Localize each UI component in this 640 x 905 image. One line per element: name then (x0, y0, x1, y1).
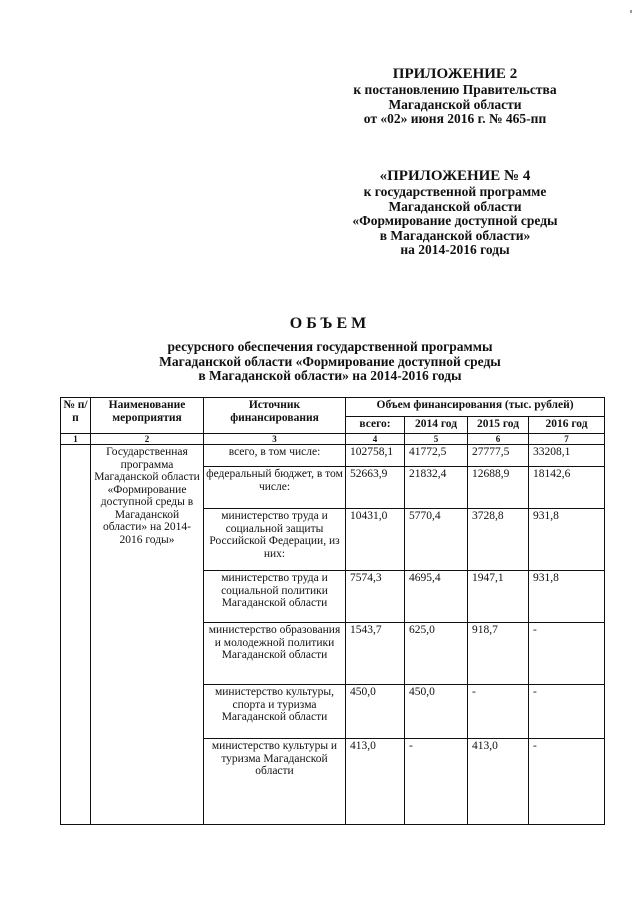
appendix-2-line: к постановлению Правительства (353, 82, 557, 97)
y2014-cell: 4695,4 (405, 571, 468, 623)
y2015-cell: 3728,8 (468, 509, 529, 571)
source-cell: федеральный бюджет, в том числе: (204, 467, 346, 509)
y2016-cell: - (529, 685, 605, 739)
total-cell: 450,0 (346, 685, 405, 739)
column-number: 6 (468, 434, 529, 445)
column-number: 7 (529, 434, 605, 445)
column-number: 4 (346, 434, 405, 445)
table-row (61, 445, 605, 467)
appendix-4-line: Магаданской области (388, 198, 522, 214)
y2015-cell: 1947,1 (468, 571, 529, 623)
y2014-cell: 625,0 (405, 623, 468, 685)
header-2015: 2015 год (468, 417, 529, 434)
header-row (61, 398, 605, 417)
column-number-row (61, 434, 605, 445)
y2015-cell: 12688,9 (468, 467, 529, 509)
program-name: Государственная программа Магаданской области «Формирование доступной среды в Магаданской области» на 2014-2016 годы» (91, 445, 204, 825)
appendix-2-title: ПРИЛОЖЕНИЕ 2 (392, 66, 518, 82)
header-num: № п/п (61, 398, 91, 434)
source-cell: министерство труда и социальной защиты Российской Федерации, из них: (204, 509, 346, 571)
appendix-2-line: Магаданской области (388, 96, 522, 112)
y2016-cell: - (529, 623, 605, 685)
header-volume: Объем финансирования (тыс. рублей) (346, 398, 605, 417)
y2015-cell: 413,0 (468, 739, 529, 825)
y2014-cell: 21832,4 (405, 467, 468, 509)
total-cell: 52663,9 (346, 467, 405, 509)
total-cell: 1543,7 (346, 623, 405, 685)
document-title-line: Магаданской области «Формирование доступной среды (159, 353, 501, 369)
appendix-4-line: к государственной программе (363, 184, 547, 199)
total-cell: 413,0 (346, 739, 405, 825)
source-cell: министерство культуры и туризма Магаданской области (204, 739, 346, 825)
document-title-line: ресурсного обеспечения государственной программы (167, 339, 493, 354)
y2014-cell: 41772,5 (405, 445, 468, 467)
document-title (90, 314, 570, 384)
column-number: 2 (91, 434, 204, 445)
appendix-4-title: «ПРИЛОЖЕНИЕ № 4 (379, 168, 531, 184)
column-number: 1 (61, 434, 91, 445)
y2015-cell: 27777,5 (468, 445, 529, 467)
total-cell: 10431,0 (346, 509, 405, 571)
y2015-cell: - (468, 685, 529, 739)
appendix-4-line: «Формирование доступной среды (352, 213, 558, 228)
y2014-cell: 5770,4 (405, 509, 468, 571)
y2014-cell: 450,0 (405, 685, 468, 739)
y2016-cell: 931,8 (529, 571, 605, 623)
funding-table (60, 397, 605, 825)
column-number: 3 (204, 434, 346, 445)
scan-mark (630, 10, 632, 13)
header-total: всего: (346, 417, 405, 434)
row-index-cell (61, 445, 91, 825)
appendix-2-header (330, 66, 580, 127)
total-cell: 7574,3 (346, 571, 405, 623)
source-cell: всего, в том числе: (204, 445, 346, 467)
document-title-word: ОБЪЕМ (289, 315, 371, 332)
y2016-cell: 931,8 (529, 509, 605, 571)
appendix-4-line: на 2014-2016 годы (400, 242, 510, 257)
y2016-cell: 33208,1 (529, 445, 605, 467)
y2015-cell: 918,7 (468, 623, 529, 685)
total-cell: 102758,1 (346, 445, 405, 467)
appendix-4-line: в Магаданской области» (379, 227, 531, 243)
header-name: Наименование мероприятия (91, 398, 204, 434)
source-cell: министерство образования и молодежной политики Магаданской области (204, 623, 346, 685)
header-source: Источник финансирования (204, 398, 346, 434)
y2016-cell: 18142,6 (529, 467, 605, 509)
y2014-cell: - (405, 739, 468, 825)
source-cell: министерство труда и социальной политики Магаданской области (204, 571, 346, 623)
header-2016: 2016 год (529, 417, 605, 434)
source-cell: министерство культуры, спорта и туризма Магаданской области (204, 685, 346, 739)
appendix-2-line: от «02» июня 2016 г. № 465-пп (363, 111, 547, 126)
header-2014: 2014 год (405, 417, 468, 434)
document-title-line: в Магаданской области» на 2014-2016 годы (198, 368, 462, 383)
column-number: 5 (405, 434, 468, 445)
appendix-4-header (330, 168, 580, 258)
y2016-cell: - (529, 739, 605, 825)
